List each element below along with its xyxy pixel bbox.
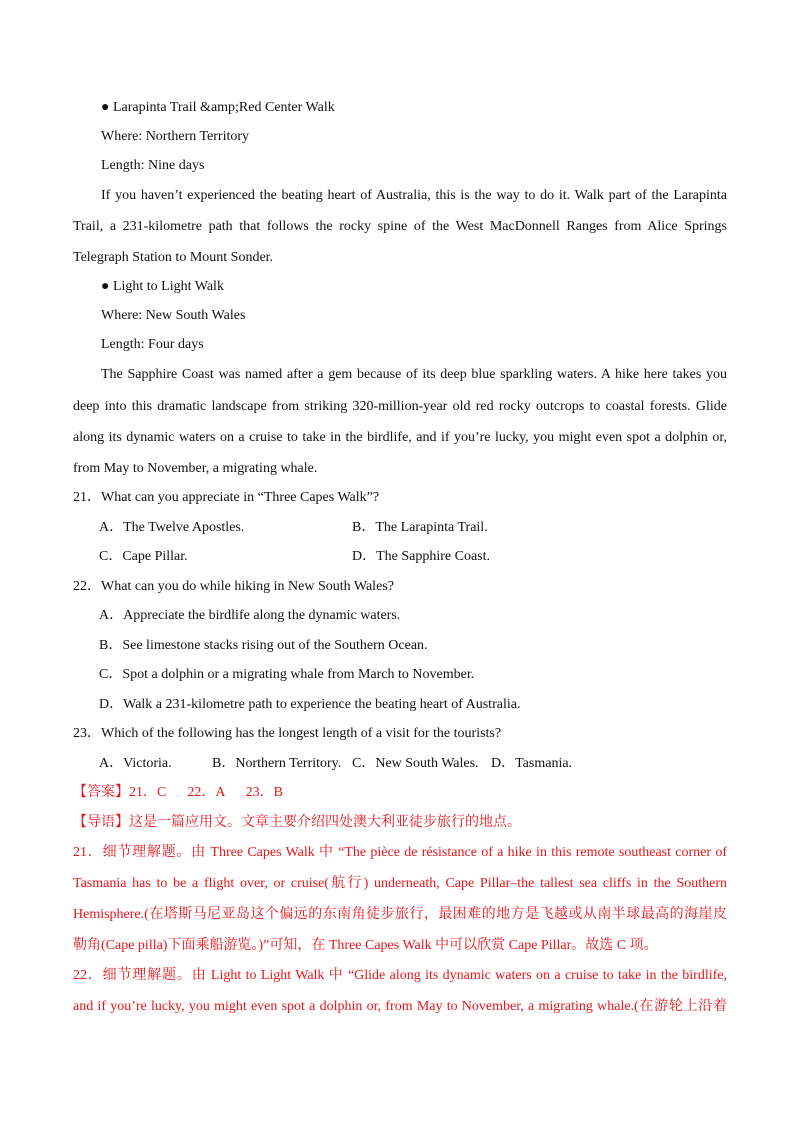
paragraph-line: If you haven’t experienced the beating heart of Australia, this is the way to do it. Walk part of the Larapinta (101, 188, 727, 203)
question-stem: 23．Which of the following has the longest length of a visit for the tourists? (73, 726, 502, 741)
paragraph-line: Trail, a 231-kilometre path that follows the rocky spine of the West MacDonnell Ranges from Alice Springs (73, 219, 727, 234)
question-option: A．Victoria. (99, 756, 172, 771)
explanation-line: and if you’re lucky, you might even spot a dolphin or, from May to November, a migrating whale.(在游轮上沿着 (73, 999, 727, 1014)
explanation-line: 勒角(Cape pilla)下面乘船游览。)”可知，在 Three Capes Walk 中可以欣赏 Cape Pillar。故选 C 项。 (73, 938, 658, 953)
section-length: Length: Four days (101, 337, 204, 352)
question-option: A．Appreciate the birdlife along the dynamic waters. (99, 608, 401, 623)
question-stem: 21．What can you appreciate in “Three Capes Walk”? (73, 490, 380, 505)
section-where: Where: New South Wales (101, 308, 246, 323)
section-heading: ● Light to Light Walk (101, 279, 224, 294)
section-where: Where: Northern Territory (101, 129, 250, 144)
question-stem: 22．What can you do while hiking in New South Wales? (73, 579, 394, 594)
explanation-line: Hemisphere.(在塔斯马尼亚岛这个偏远的东南角徒步旅行，最困难的地方是飞越或从南半球最高的海崖皮 (73, 907, 727, 922)
guide-line: 【导语】这是一篇应用文。文章主要介绍四处澳大利亚徒步旅行的地点。 (73, 815, 521, 830)
paragraph-line: along its dynamic waters on a cruise to take in the birdlife, and if you’re lucky, you might even spot a dolphin or, (73, 430, 727, 445)
question-option: C．New South Wales. (352, 756, 479, 771)
section-heading: ● Larapinta Trail &amp;Red Center Walk (101, 100, 335, 115)
question-option: B．The Larapinta Trail. (352, 520, 488, 535)
question-option: D．Tasmania. (491, 756, 573, 771)
paragraph-line: Telegraph Station to Mount Sonder. (73, 250, 274, 265)
section-length: Length: Nine days (101, 158, 205, 173)
question-option: C．Cape Pillar. (99, 549, 188, 564)
explanation-line: 21．细节理解题。由 Three Capes Walk 中 “The pièce de résistance of a hike in this remote southeast corner of (73, 845, 727, 860)
question-option: B．See limestone stacks rising out of the Southern Ocean. (99, 638, 428, 653)
paragraph-line: The Sapphire Coast was named after a gem because of its deep blue sparkling waters. A hike here takes you (101, 367, 727, 382)
question-option: B．Northern Territory. (212, 756, 342, 771)
explanation-line: 22．细节理解题。由 Light to Light Walk 中 “Glide along its dynamic waters on a cruise to take in the birdlife, (73, 968, 727, 983)
question-option: C．Spot a dolphin or a migrating whale from March to November. (99, 667, 475, 682)
paragraph-line: deep into this dramatic landscape from striking 320-million-year old red rocky outcrops to coastal forests. Glide (73, 399, 727, 414)
paragraph-line: from May to November, a migrating whale. (73, 461, 318, 476)
explanation-line: Tasmania has to be a flight over, or cruise(航行) underneath, Cape Pillar–the tallest sea cliffs in the Southern (73, 876, 727, 891)
question-option: A．The Twelve Apostles. (99, 520, 245, 535)
question-option: D．Walk a 231-kilometre path to experience the beating heart of Australia. (99, 697, 521, 712)
question-option: D．The Sapphire Coast. (352, 549, 491, 564)
answer-line: 【答案】21．C 22．A 23．B (73, 785, 284, 800)
